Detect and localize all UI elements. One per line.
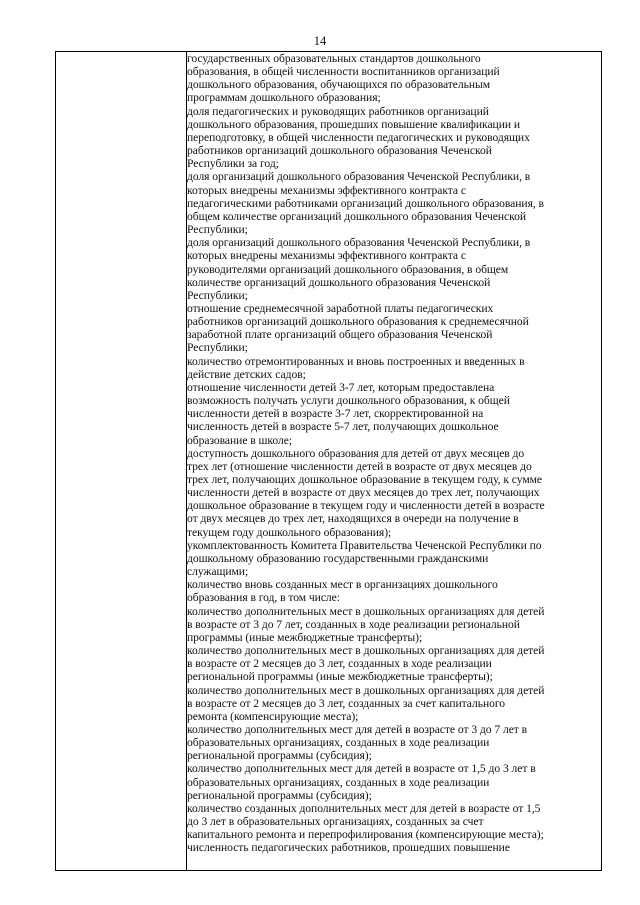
text-line: служащими; <box>187 565 249 579</box>
text-line: педагогическими работниками организаций дошкольного образования, в <box>187 196 544 210</box>
text-line: работников организаций дошкольного образования Чеченской <box>187 144 492 158</box>
text-line: отношение численности детей 3-7 лет, которым предоставлена <box>187 380 495 394</box>
text-line: трех лет, получающих дошкольное образование в текущем году, к сумме <box>187 473 543 486</box>
text-line: дошкольного образования, обучающихся по образовательным <box>187 78 491 92</box>
text-line: численность педагогических работников, прошедших повышение <box>187 841 510 855</box>
text-line: в возрасте от 2 месяцев до 3 лет, созданных в ходе реализации <box>187 657 492 671</box>
text-line: количество дополнительных мест в дошкольных организациях для детей <box>187 604 545 618</box>
text-line: общем количестве организаций дошкольного образования Чеченской <box>187 209 527 223</box>
text-line: образования, в общей численности воспитанников организаций <box>187 65 500 79</box>
text-line: до 3 лет в образовательных организациях, созданных за счет <box>187 815 484 829</box>
text-line: количество созданных дополнительных мест для детей в возрасте от 1,5 <box>187 801 541 815</box>
text-line: Республики; <box>187 223 248 237</box>
text-line: количество дополнительных мест в дошкольных организациях для детей <box>187 683 545 697</box>
text-line: работников организаций дошкольного образования к среднемесячной <box>187 315 529 329</box>
text-line: численности детей в возрасте 3-7 лет, скорректированной на <box>187 407 484 421</box>
text-line: региональной программы (субсидия); <box>187 788 372 802</box>
text-line: действие детских садов; <box>187 367 306 381</box>
text-line: региональной программы (субсидия); <box>187 749 372 763</box>
indicator-lines <box>187 52 601 855</box>
text-line: от двух месяцев до трех лет, находящихся в очереди на получение в <box>187 512 519 526</box>
text-line: доля педагогических и руководящих работников организаций <box>187 104 489 118</box>
text-line: в возрасте от 3 до 7 лет, созданных в ходе реализации региональной <box>187 617 520 631</box>
text-line: государственных образовательных стандартов дошкольного <box>187 52 481 65</box>
text-line: дошкольное образование в текущем году и численности детей в возрасте <box>187 499 545 513</box>
text-line: отношение среднемесячной заработной платы педагогических <box>187 301 494 315</box>
text-line: которых внедрены механизмы эффективного контракта с <box>187 183 466 197</box>
text-line: доля организаций дошкольного образования Чеченской Республики, в <box>187 170 531 184</box>
text-line: Республики; <box>187 288 248 302</box>
document-table <box>55 51 602 871</box>
text-line: численность детей в возрасте 5-7 лет, получающих дошкольное <box>187 420 499 434</box>
text-line: ремонта (компенсирующие места); <box>187 709 359 723</box>
empty-left-cell <box>56 52 187 871</box>
text-line: Республики за год; <box>187 157 279 171</box>
text-line: численности детей в возрасте от двух месяцев до трех лет, получающих <box>187 486 540 500</box>
text-line: укомплектованность Комитета Правительства Чеченской Республики по <box>187 538 542 552</box>
text-line: заработной плате организаций общего образования Чеченской <box>187 328 493 342</box>
text-line: капитального ремонта и перепрофилирования (компенсирующие места); <box>187 828 544 842</box>
text-line: Республики; <box>187 341 248 355</box>
text-line: образования в год, в том числе: <box>187 591 340 605</box>
text-line: в возрасте от 2 месяцев до 3 лет, созданных за счет капитального <box>187 696 506 710</box>
text-line: количество дополнительных мест для детей в возрасте от 1,5 до 3 лет в <box>187 762 536 776</box>
text-line: руководителями организаций дошкольного образования, в общем <box>187 262 509 276</box>
text-line: количестве организаций дошкольного образования Чеченской <box>187 275 491 289</box>
text-line: количество дополнительных мест для детей в возрасте от 3 до 7 лет в <box>187 722 528 736</box>
text-line: образовательных организациях, созданных в ходе реализации <box>187 736 490 750</box>
text-line: региональной программы (иные межбюджетные трансферты); <box>187 670 493 684</box>
text-line: которых внедрены механизмы эффективного контракта с <box>187 249 466 263</box>
text-line: количество вновь созданных мест в организациях дошкольного <box>187 578 498 592</box>
text-line: количество отремонтированных и вновь построенных и введенных в <box>187 354 525 368</box>
text-line: программам дошкольного образования; <box>187 91 381 105</box>
text-line: переподготовку, в общей численности педагогических и руководящих <box>187 130 530 144</box>
page-number: 14 <box>313 34 327 48</box>
text-line: дошкольному образованию государственными гражданскими <box>187 551 489 565</box>
text-line: дошкольного образования, прошедших повышение квалификации и <box>187 117 521 131</box>
text-line: возможность получать услуги дошкольного образования, к общей <box>187 394 510 408</box>
text-line: количество дополнительных мест в дошкольных организациях для детей <box>187 644 545 658</box>
text-line: образование в школе; <box>187 433 293 447</box>
indicator-list-cell <box>187 52 602 871</box>
text-line: трех лет (отношение численности детей в возрасте от двух месяцев до <box>187 459 532 473</box>
table-row <box>56 52 602 871</box>
text-line: программы (иные межбюджетные трансферты); <box>187 630 423 644</box>
text-line: доступность дошкольного образования для детей от двух месяцев до <box>187 446 525 460</box>
text-line: текущем году дошкольного образования); <box>187 525 392 539</box>
text-line: доля организаций дошкольного образования Чеченской Республики, в <box>187 236 531 250</box>
text-line: образовательных организациях, созданных в ходе реализации <box>187 775 490 789</box>
